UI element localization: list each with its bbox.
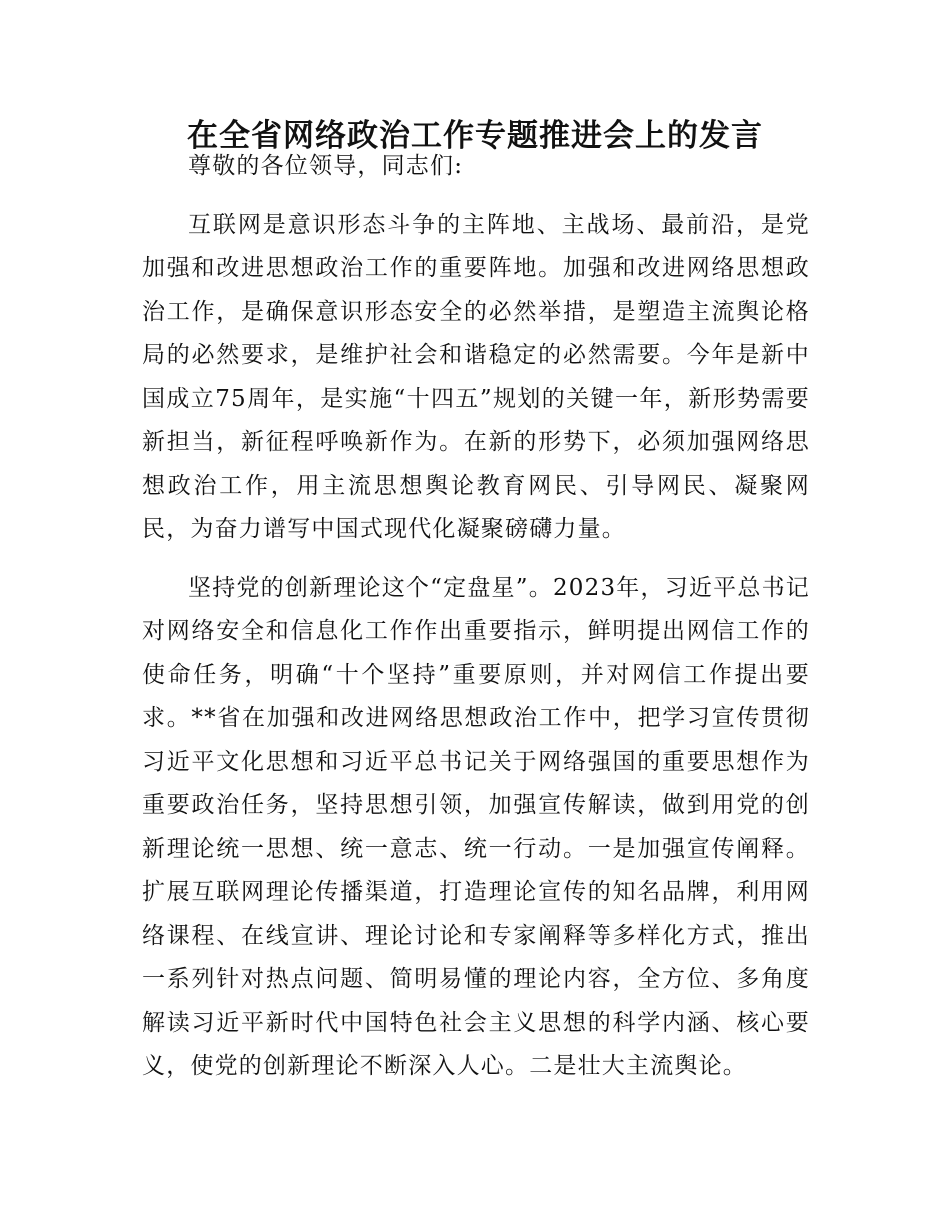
paragraph-1: 互联网是意识形态斗争的主阵地、主战场、最前沿，是党加强和改进思想政治工作的重要阵地。加强和改进网络思想政治工作，是确保意识形态安全的必然举措，是塑造主流舆论格局的必然要求，是维护社会和谐稳定的必然需要。今年是新中国成立75周年，是实施“十四五”规划的关键一年，新形势需要新担当，新征程呼唤新作为。在新的形势下，必须加强网络思想政治工作，用主流思想舆论教育网民、引导网民、凝聚网民，为奋力谱写中国式现代化凝聚磅礴力量。: [142, 211, 810, 542]
salutation: 尊敬的各位领导，同志们:: [188, 153, 464, 179]
document-title: 在全省网络政治工作专题推进会上的发言: [187, 118, 763, 154]
document-body: [142, 145, 810, 1089]
paragraph-2: 坚持党的创新理论这个“定盘星”。2023年，习近平总书记对网络安全和信息化工作作出重要指示，鲜明提出网信工作的使命任务，明确“十个坚持”重要原则，并对网信工作提出要求。**省在加强和改进网络思想政治工作中，把学习宣传贯彻习近平文化思想和习近平总书记关于网络强国的重要思想作为重要政治任务，坚持思想引领，加强宣传解读，做到用党的创新理论统一思想、统一意志、统一行动。一是加强宣传阐释。扩展互联网理论传播渠道，打造理论宣传的知名品牌，利用网络课程、在线宣讲、理论讨论和专家阐释等多样化方式，推出一系列针对热点问题、简明易懂的理论内容，全方位、多角度解读习近平新时代中国特色社会主义思想的科学内涵、核心要义，使党的创新理论不断深入人心。二是壮大主流舆论。: [142, 574, 810, 1079]
